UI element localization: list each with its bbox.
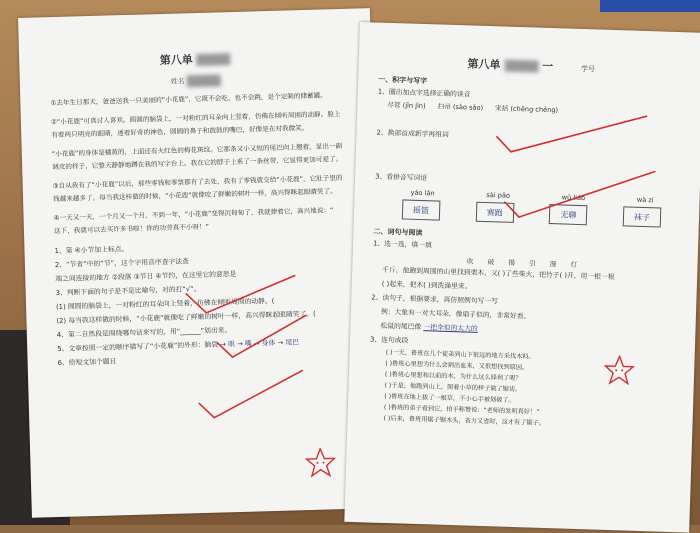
question-1: 1、圈出加点字选择正确的读音	[377, 87, 471, 99]
blurred-name	[187, 74, 221, 87]
star-stamp-icon	[305, 447, 336, 478]
blurred-text	[504, 60, 538, 73]
star-stamp-icon	[604, 355, 635, 386]
question-3a: (1) 圆圆的脑袋上，一对粉红的耳朵向上竖着，仿佛在倾听周围的动静。(	[55, 296, 275, 312]
question-2: 2、“节省”中的“节”，这个字用音序查字法查	[54, 257, 189, 270]
question-4: 1、选一选，填一填	[372, 239, 432, 250]
option-line: ( )一天，鲁班在几个徒弟到山下很远的地方采伐木料。	[385, 348, 535, 361]
question-3b: (2) 每当我这样做的时候，“小花鹿”就像吃了鲜嫩的树叶一样，高兴得眯起眼睛笑了。(	[56, 309, 316, 326]
option-line: ( )鲁班在地上拔了一根草，不小心手被划破了。	[384, 392, 515, 405]
option-line: ( )鲁班心里想和以前的木，为什么这么锋利了呢？	[384, 370, 522, 383]
blurred-text	[196, 53, 230, 66]
fill-line: ( )起来，把木( )到洗澡里来。	[381, 279, 472, 291]
handwritten-answer: 尾巴	[285, 338, 300, 347]
choice-words: 吹 破 揭 引 漫 灯	[466, 257, 584, 270]
page-title: 第八单 一 学号	[467, 57, 596, 74]
paragraph: “小花鹿”的身体是橘黄的，上面还有火红色的梅花斑纹。它那条又小又短的尾巴向上翘着，显出一副调皮的样子，它整天静静地蹲在我的写字台上。我在它的脖子上系了一条丝带，它显得更加可爱了。	[51, 142, 343, 172]
example-sentence: 例：大象有一对大耳朵，像扇子似的，非常好看。	[380, 307, 531, 321]
fill-line: 千斤，他跑到周围的山里找到栗木，又( )了些柴火，把竹子( )开，用一根一根	[382, 265, 615, 282]
answer-line: 松鼠的尾巴像 一把伞似的太大的	[380, 321, 478, 333]
worksheet-left	[18, 8, 384, 518]
student-info-line: 姓名	[20, 70, 372, 92]
option-line: ( )于是，他跑到山上，照着小草的样子做了锯齿。	[384, 381, 522, 394]
question-4: 4、第二自然段是围绕哪句话来写的，用“______”划出来。	[56, 326, 232, 340]
word-box: 摇篮	[402, 199, 441, 220]
red-check-marks	[175, 270, 319, 424]
option-line: ( )鲁班的弟子看到它，拍手称赞说：“老师的发明真好！”	[383, 403, 540, 416]
paragraph: ③自从我有了“小花鹿”以后，那些零钱和零票都有了去处，我有了零钱就交给“小花鹿”，它肚子里的钱越来越多了。每当我这样做的时候，“小花鹿”就像吃了鲜嫩的树叶一样，高兴得眯起眼睛笑了。	[52, 174, 343, 204]
question-6: 3、连句成段	[369, 335, 409, 345]
handwritten-answer: 身体	[261, 338, 276, 348]
section-heading: 一、积字与写字	[378, 75, 428, 86]
question-3: 3、看拼音写词语	[375, 172, 428, 183]
question-6: 6、给短文加个题目	[57, 357, 117, 368]
word-box: 无聊	[549, 204, 588, 225]
question-2-options: 端之间连接的地方 ②段落 ③节日 ④节约，在这里它的意思是	[55, 270, 237, 284]
paragraph: ④一天又一天，一个月又一个月，不到一年，“小花鹿”变得沉甸甸了，我就捧着它，高兴地说：“ 这下，我就可以去买许多书啦！你的功劳真不小呀！”	[53, 206, 334, 236]
paragraph: ①去年生日那天，爸爸送我一只美丽的“小花鹿”，它既不会吃，也不会跳，是个定制的储蓄罐。	[50, 91, 327, 108]
word-box: 赛跑	[475, 202, 514, 223]
page-title: 第八单	[19, 46, 371, 72]
option-line: ( )鲁班心里想为什么会割出血来，又很想找到原因。	[385, 359, 529, 372]
handwritten-answer: 眼	[228, 340, 236, 349]
blue-folder-edge	[600, 0, 700, 12]
worksheet-right	[344, 22, 700, 533]
question-1: 1、第 ④小节加上标点。	[54, 245, 129, 256]
handwritten-answer: 嘴	[244, 339, 252, 348]
question-5: 5、文章按照一定的顺序描写了“小花鹿”的外形：脑袋 → 眼 → 嘴 → 身体 → 尾巴	[57, 338, 300, 354]
handwritten-answer: 一把伞似的太大的	[423, 323, 478, 333]
pinyin-row: yáo lán sài pǎo wǔ liáo wà zi	[410, 188, 654, 205]
section-heading: 二、词句与阅读	[373, 227, 423, 238]
red-check-marks	[483, 106, 668, 262]
reading-options: 尽管 (jǐn jìn) 扫帚 (sào sǎo) 宋括 (chěng chéng)	[387, 100, 559, 115]
question-2: 2、换部首成新字再组词	[376, 128, 449, 139]
option-line: ( )后来，鲁班用锯子锯木头，省力又省时，这才有了锯子。	[383, 414, 546, 428]
paragraph: ②“小花鹿”可真讨人喜欢。圆圆的脑袋上，一对粉红的耳朵向上竖着，仿佛在倾听周围的动静。脸上有着两只明亮的眼睛，透着好奇的神色，圆圆的鼻子和鼓鼓的嘴巴，好像是在对我微笑。	[50, 110, 341, 140]
word-box: 袜子	[623, 206, 662, 227]
question-5: 2、读句子，根据要求，再仿照例句写一写	[371, 293, 499, 306]
question-3: 3、判断下面的句子是不是比喻句，对的打“√”。	[55, 285, 201, 298]
